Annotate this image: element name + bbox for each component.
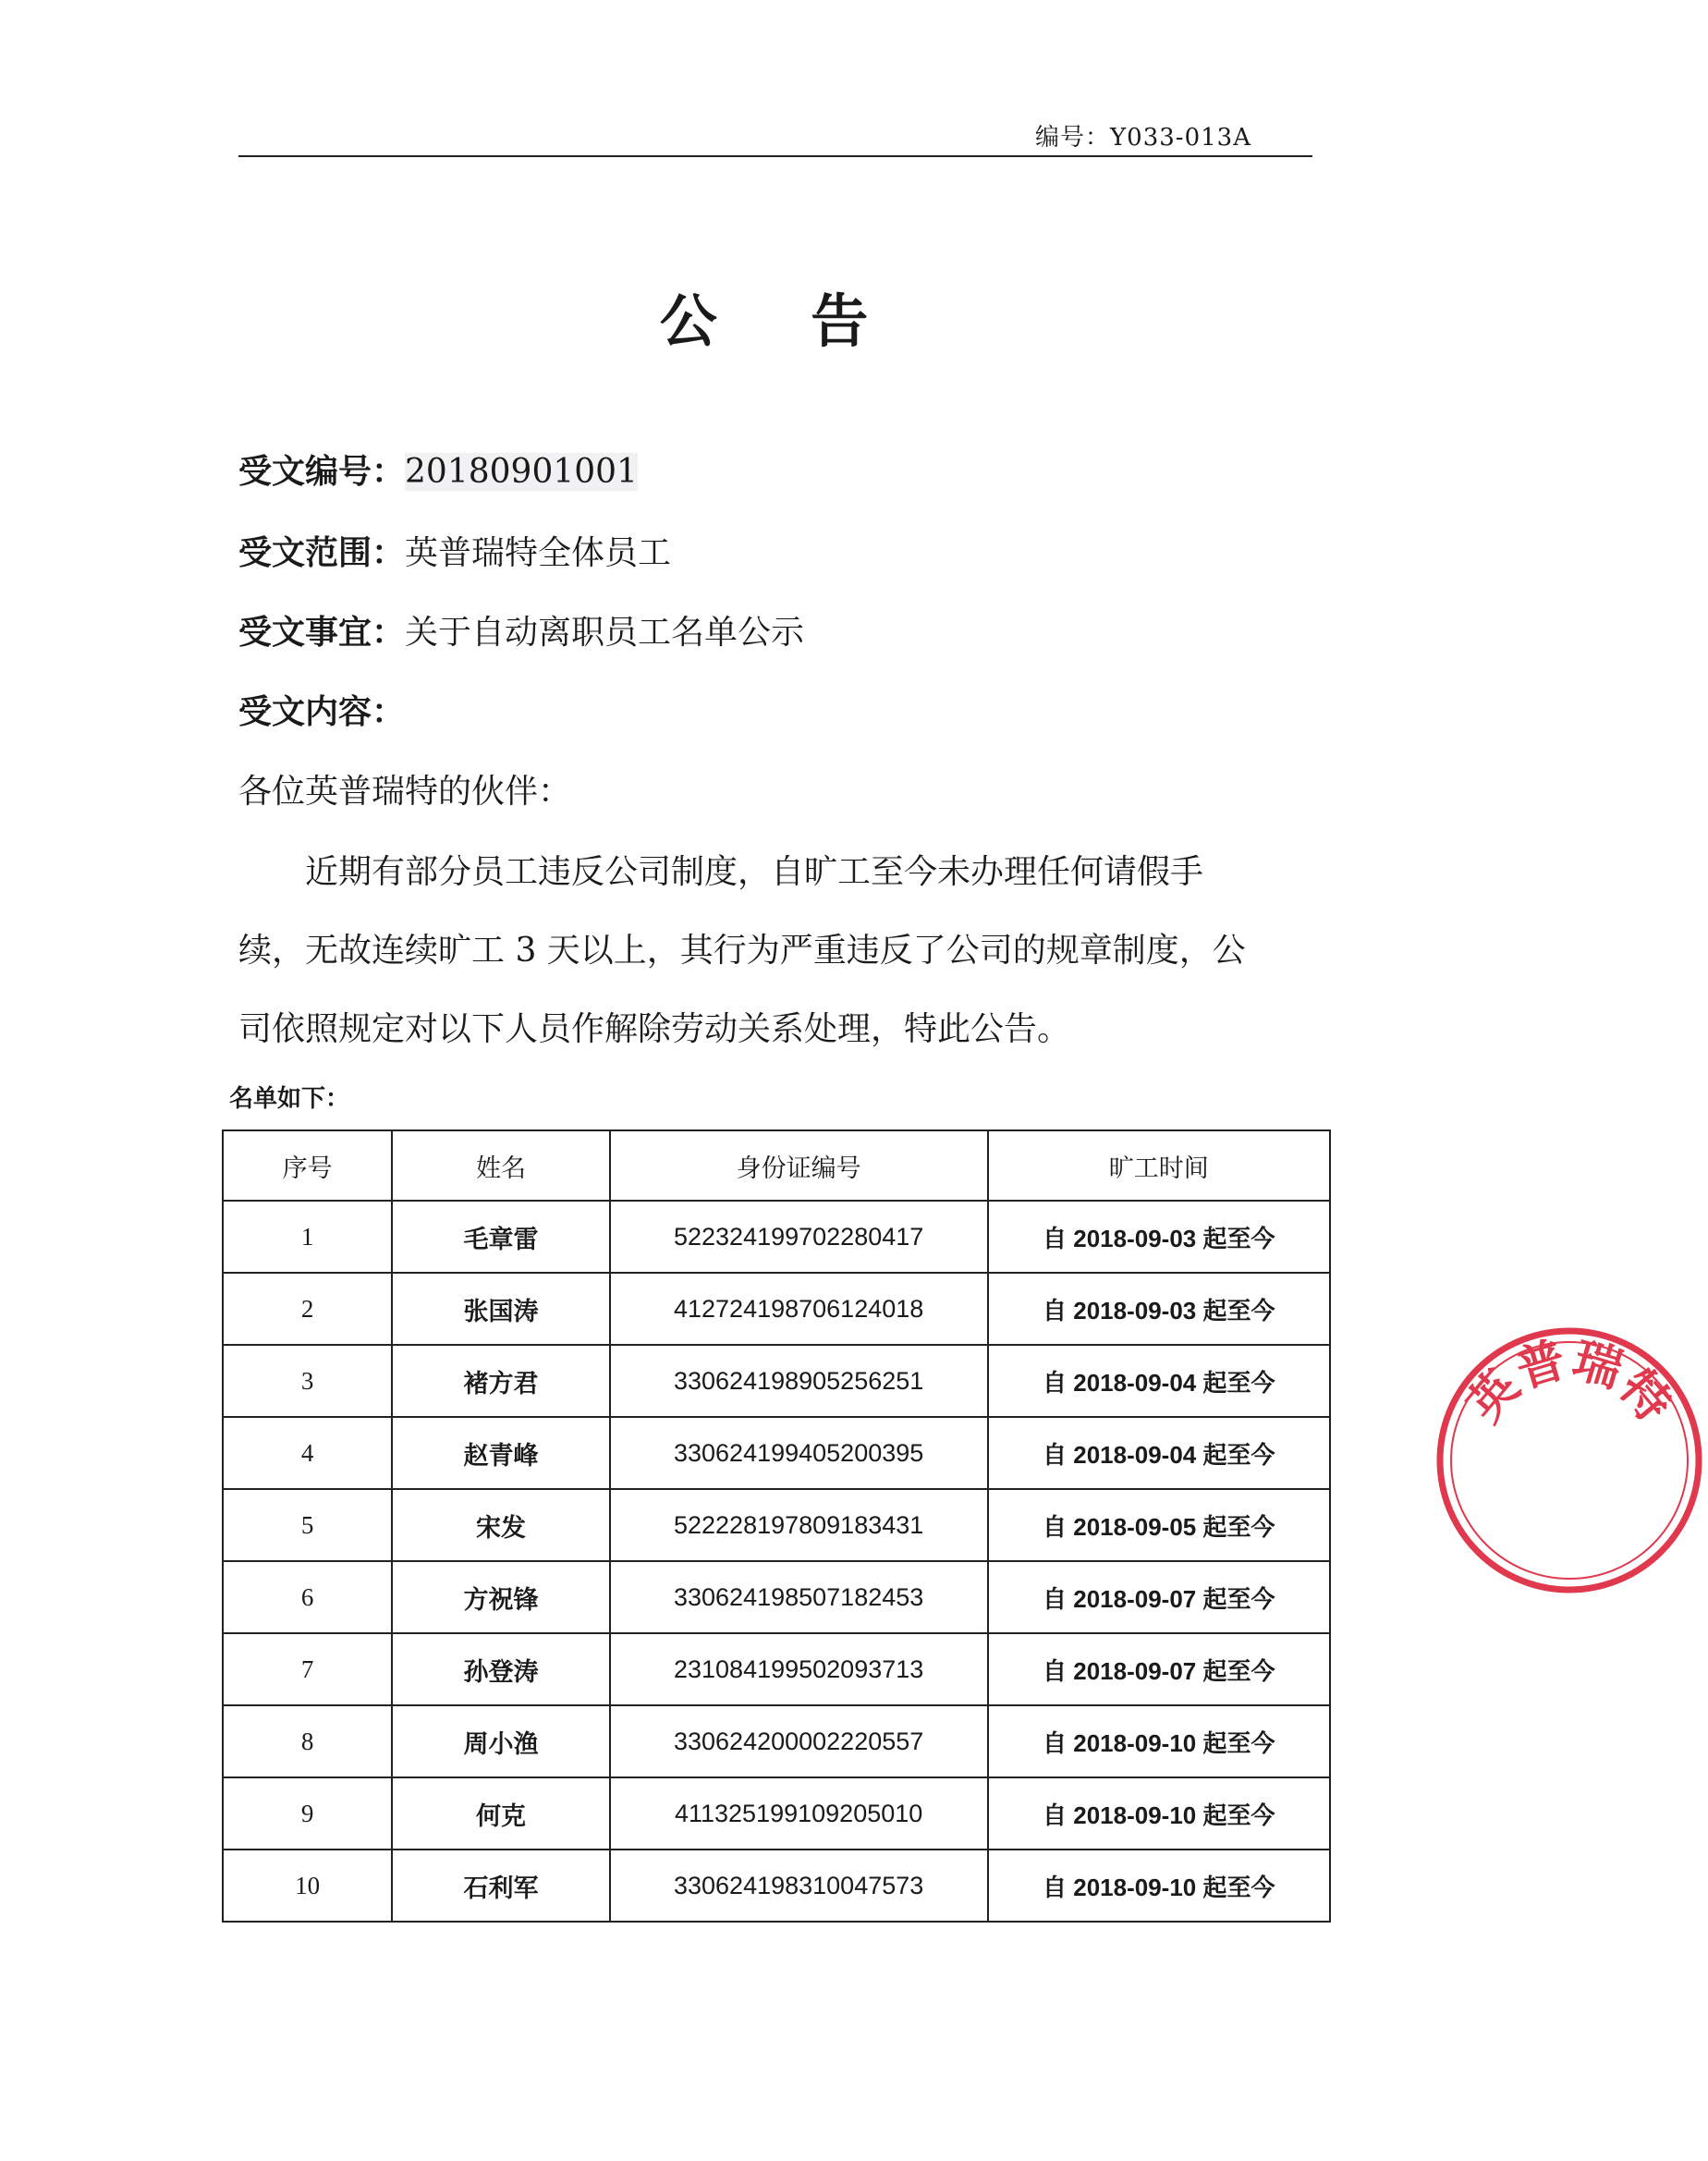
cell-name: 何克	[392, 1777, 610, 1850]
cell-id-number: 330624200002220557	[610, 1705, 988, 1777]
cell-absence-period: 自 2018-09-10 起至今	[988, 1850, 1331, 1922]
cell-name: 宋发	[392, 1489, 610, 1561]
field-value: 关于自动离职员工名单公示	[405, 614, 805, 652]
cell-id-number: 231084199502093713	[610, 1633, 988, 1705]
cell-name: 石利军	[392, 1850, 610, 1922]
cell-id-number: 411325199109205010	[610, 1777, 988, 1850]
cell-index: 2	[223, 1273, 392, 1345]
greeting: 各位英普瑞特的伙伴：	[238, 773, 572, 811]
table-row	[223, 1417, 1330, 1489]
cell-absence-period: 自 2018-09-10 起至今	[988, 1705, 1331, 1777]
cell-index: 9	[223, 1777, 392, 1850]
cell-absence-period: 自 2018-09-04 起至今	[988, 1417, 1331, 1489]
cell-absence-period: 自 2018-09-10 起至今	[988, 1777, 1331, 1850]
field-scope	[238, 527, 671, 574]
seal-text: 英普瑞特	[1457, 1332, 1682, 1434]
cell-absence-period: 自 2018-09-07 起至今	[988, 1633, 1331, 1705]
cell-id-number: 522228197809183431	[610, 1489, 988, 1561]
field-doc-id	[238, 446, 638, 493]
col-header-absence-period: 旷工时间	[988, 1130, 1331, 1201]
field-value: 20180901001	[405, 453, 638, 491]
cell-id-number: 330624198310047573	[610, 1850, 988, 1922]
cell-name: 褚方君	[392, 1345, 610, 1417]
table-row	[223, 1345, 1330, 1417]
field-label: 受文内容：	[238, 692, 406, 731]
cell-index: 1	[223, 1201, 392, 1273]
cell-index: 3	[223, 1345, 392, 1417]
cell-name: 毛章雷	[392, 1201, 610, 1273]
cell-id-number: 330624199405200395	[610, 1417, 988, 1489]
table-row	[223, 1489, 1330, 1561]
cell-index: 10	[223, 1850, 392, 1922]
page-title: 公 告	[659, 287, 906, 355]
body-line: 近期有部分员工违反公司制度，自旷工至今未办理任何请假手	[305, 853, 1204, 891]
table-row	[223, 1850, 1330, 1922]
body-line: 续，无故连续旷工 3 天以上，其行为严重违反了公司的规章制度，公	[238, 932, 1246, 970]
col-header-name: 姓名	[392, 1130, 610, 1201]
field-value: 英普瑞特全体员工	[405, 534, 672, 572]
cell-absence-period: 自 2018-09-07 起至今	[988, 1561, 1331, 1633]
cell-name: 周小渔	[392, 1705, 610, 1777]
document-number: 编号：Y033-013A	[1035, 124, 1251, 152]
field-label: 受文事宜：	[238, 613, 406, 652]
cell-absence-period: 自 2018-09-03 起至今	[988, 1273, 1331, 1345]
field-label: 受文范围：	[238, 533, 406, 572]
cell-absence-period: 自 2018-09-04 起至今	[988, 1345, 1331, 1417]
cell-name: 赵青峰	[392, 1417, 610, 1489]
table-row	[223, 1705, 1330, 1777]
cell-name: 张国涛	[392, 1273, 610, 1345]
field-content	[238, 686, 405, 733]
col-header-index: 序号	[223, 1130, 392, 1201]
cell-absence-period: 自 2018-09-03 起至今	[988, 1201, 1331, 1273]
seal-lettering	[1458, 1332, 1682, 1433]
cell-absence-period: 自 2018-09-05 起至今	[988, 1489, 1331, 1561]
cell-id-number: 330624198905256251	[610, 1345, 988, 1417]
table-header-row	[223, 1130, 1330, 1201]
list-title: 名单如下：	[229, 1085, 350, 1113]
cell-id-number: 522324199702280417	[610, 1201, 988, 1273]
cell-index: 6	[223, 1561, 392, 1633]
col-header-id-number: 身份证编号	[610, 1130, 988, 1201]
cell-index: 4	[223, 1417, 392, 1489]
cell-name: 方祝锋	[392, 1561, 610, 1633]
cell-index: 7	[223, 1633, 392, 1705]
cell-index: 8	[223, 1705, 392, 1777]
field-subject	[238, 606, 804, 653]
table-row	[223, 1561, 1330, 1633]
cell-id-number: 330624198507182453	[610, 1561, 988, 1633]
field-label: 受文编号：	[238, 452, 406, 491]
table-row	[223, 1201, 1330, 1273]
seal-ring	[1440, 1331, 1699, 1590]
header-rule	[238, 155, 1312, 157]
cell-index: 5	[223, 1489, 392, 1561]
table-row	[223, 1777, 1330, 1850]
body-line: 司依照规定对以下人员作解除劳动关系处理，特此公告。	[238, 1010, 1071, 1048]
cell-name: 孙登涛	[392, 1633, 610, 1705]
table-row	[223, 1633, 1330, 1705]
table-row	[223, 1273, 1330, 1345]
company-seal	[1431, 1322, 1708, 1599]
staff-table	[222, 1129, 1331, 1923]
cell-id-number: 412724198706124018	[610, 1273, 988, 1345]
